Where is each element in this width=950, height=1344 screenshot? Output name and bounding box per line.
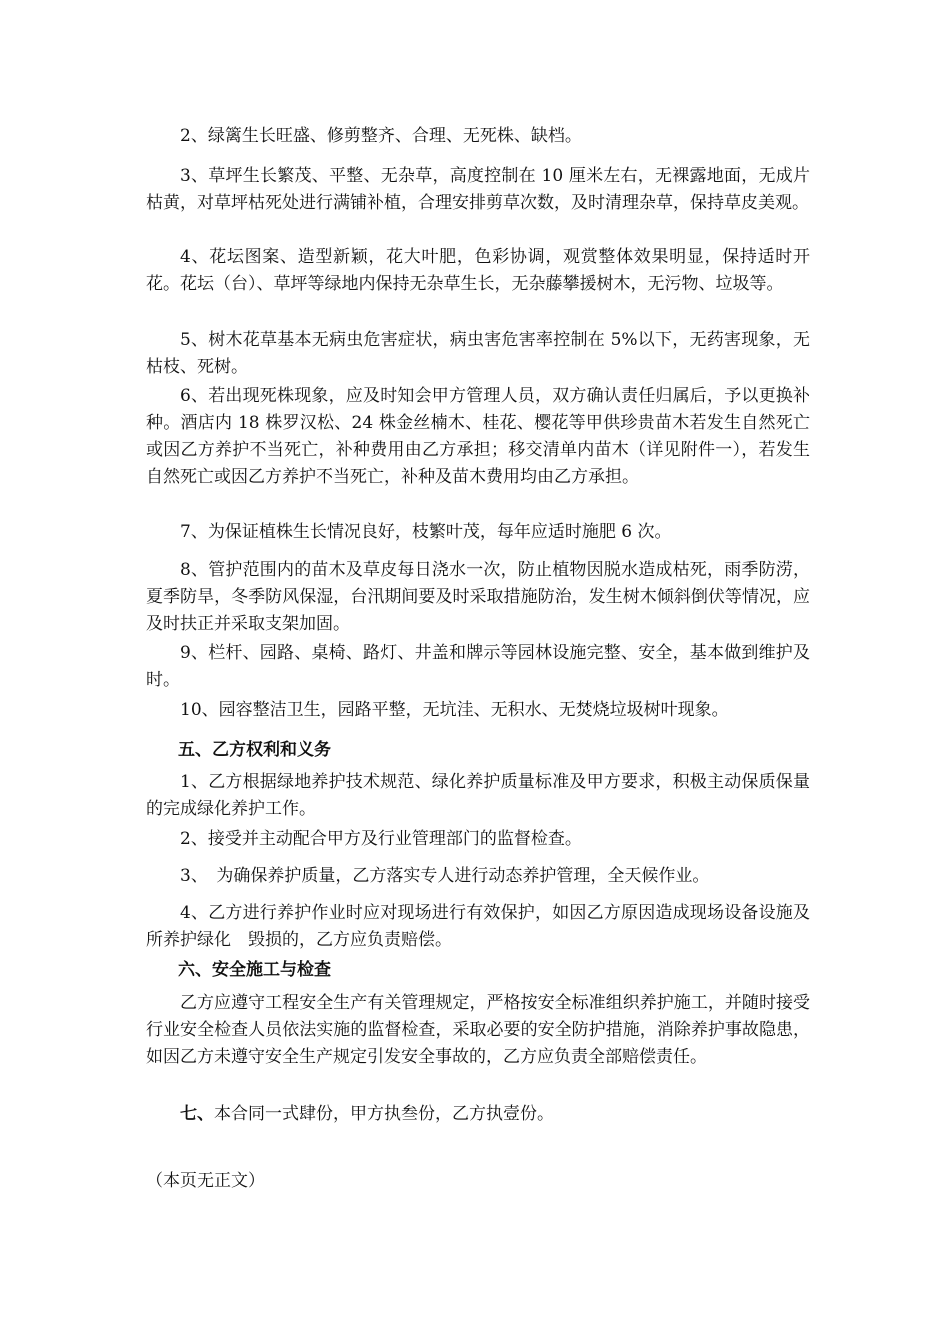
clause-5: 5、树木花草基本无病虫危害症状，病虫害危害率控制在 5%以下，无药害现象，无枯枝、死树。	[146, 330, 810, 377]
section-6-body: 乙方应遵守工程安全生产有关管理规定，严格按安全标准组织养护施工，并随时接受行业安全检查人员依法实施的监督检查，采取必要的安全防护措施，消除养护事故隐患，如因乙方未遵守安全生产规定引发安全事故的，乙方应负责全部赔偿责任。	[146, 993, 810, 1067]
clause-8: 8、管护范围内的苗木及草皮每日浇水一次，防止植物因脱水造成枯死，雨季防涝，夏季防旱，冬季防风保湿，台汛期间要及时采取措施防治，发生树木倾斜倒伏等情况，应及时扶正并采取支架加固。	[146, 560, 810, 634]
section-7-clause	[146, 1101, 810, 1128]
footer-note: （本页无正文）	[146, 1171, 265, 1191]
clause-2: 2、绿篱生长旺盛、修剪整齐、合理、无死株、缺档。	[180, 126, 582, 146]
section-5-item-1: 1、乙方根据绿地养护技术规范、绿化养护质量标准及甲方要求，积极主动保质保量的完成绿化养护工作。	[146, 772, 810, 819]
clause-7: 7、为保证植株生长情况良好，枝繁叶茂，每年应适时施肥 6 次。	[180, 522, 672, 542]
clause-6: 6、若出现死株现象，应及时知会甲方管理人员，双方确认责任归属后，予以更换补种。酒店内 18 株罗汉松、24 株金丝楠木、桂花、樱花等甲供珍贵苗木若发生自然死亡或因乙方养护不当死亡，补种费用由乙方承担；移交清单内苗木（详见附件一），若发生自然死亡或因乙方养护不当死亡，补种及苗木费用均由乙方承担。	[146, 386, 810, 487]
section-6-heading: 六、安全施工与检查	[178, 960, 331, 980]
clause-10: 10、园容整洁卫生，园路平整，无坑洼、无积水、无焚烧垃圾树叶现象。	[180, 700, 729, 720]
section-7-prefix: 七、	[180, 1104, 214, 1124]
section-5-item-2: 2、接受并主动配合甲方及行业管理部门的监督检查。	[180, 829, 582, 849]
clause-3: 3、草坪生长繁茂、平整、无杂草，高度控制在 10 厘米左右，无裸露地面，无成片枯黄，对草坪枯死处进行满铺补植，合理安排剪草次数，及时清理杂草，保持草皮美观。	[146, 166, 810, 213]
section-7-body: 本合同一式肆份，甲方执叁份，乙方执壹份。	[214, 1104, 554, 1124]
clause-9: 9、栏杆、园路、桌椅、路灯、井盖和牌示等园林设施完整、安全，基本做到维护及时。	[146, 643, 810, 690]
section-5-item-3: 3、 为确保养护质量，乙方落实专人进行动态养护管理，全天候作业。	[180, 866, 710, 886]
clause-4: 4、花坛图案、造型新颖，花大叶肥，色彩协调，观赏整体效果明显，保持适时开花。花坛（台）、草坪等绿地内保持无杂草生长，无杂藤攀援树木，无污物、垃圾等。	[146, 247, 810, 294]
section-5-heading: 五、乙方权利和义务	[178, 740, 331, 760]
section-5-item-4: 4、乙方进行养护作业时应对现场进行有效保护，如因乙方原因造成现场设备设施及所养护绿化 毁损的，乙方应负责赔偿。	[146, 903, 810, 950]
